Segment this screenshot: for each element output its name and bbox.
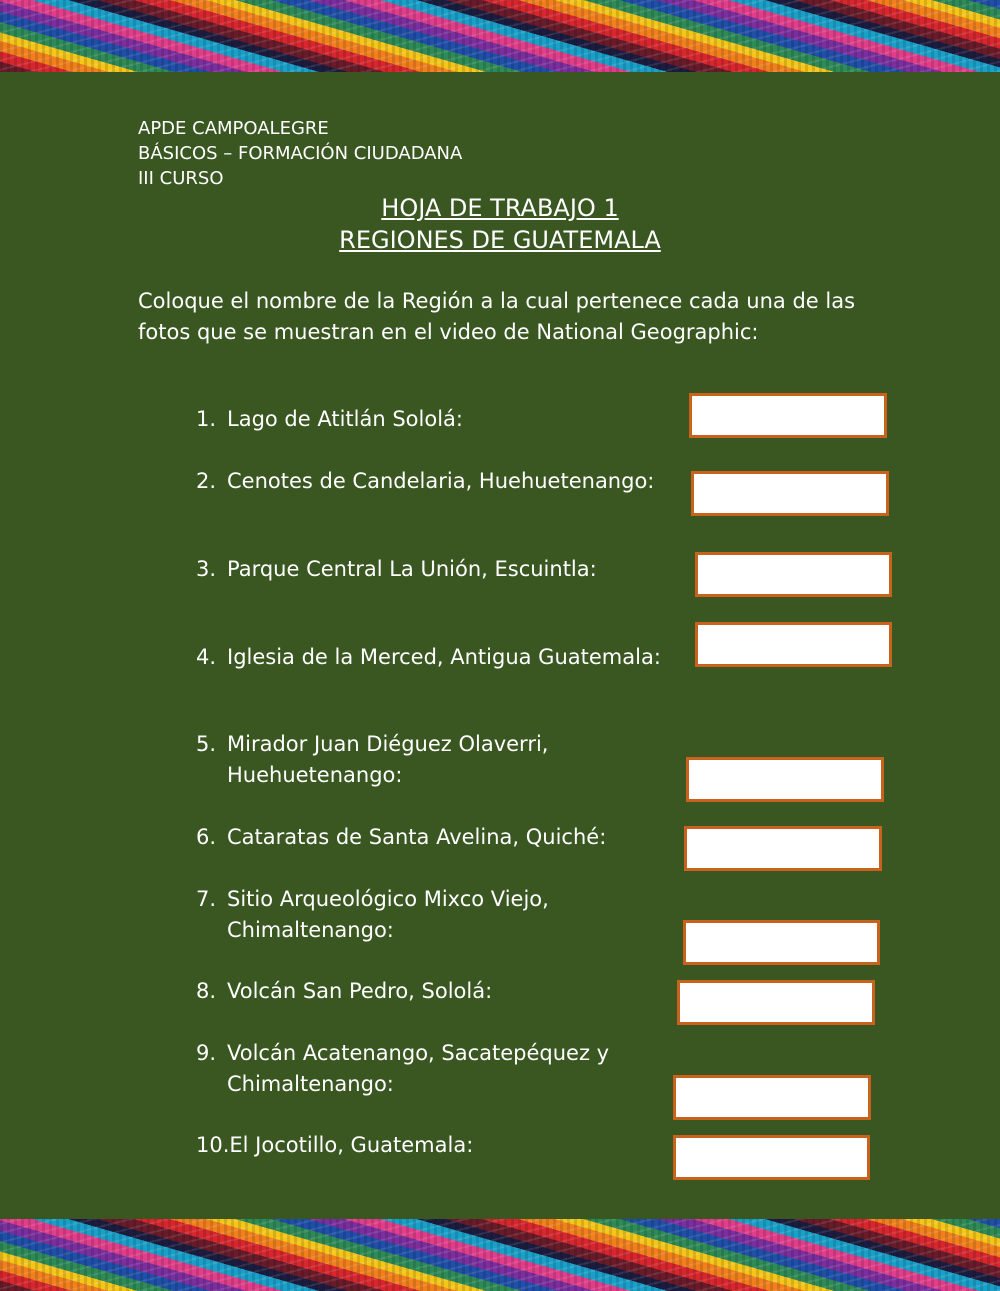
answer-box-5[interactable] — [686, 757, 884, 802]
question-number: 7. — [196, 887, 217, 911]
answer-box-6[interactable] — [684, 826, 882, 871]
answer-box-2[interactable] — [691, 471, 889, 516]
question-number: 6. — [196, 825, 217, 849]
question-text: Parque Central La Unión, Escuintla: — [227, 557, 597, 581]
question-item-9 — [196, 1038, 609, 1100]
question-text: Cataratas de Santa Avelina, Quiché: — [227, 825, 607, 849]
answer-box-4[interactable] — [695, 622, 892, 667]
question-item-10 — [196, 1130, 473, 1161]
school-name: APDE CAMPOALEGRE — [138, 118, 329, 139]
question-text: El Jocotillo, Guatemala: — [229, 1133, 474, 1157]
question-text: Mirador Juan Diéguez Olaverri, — [227, 732, 549, 756]
question-text: Lago de Atitlán Sololá: — [227, 407, 463, 431]
answer-box-7[interactable] — [683, 920, 880, 965]
question-number: 4. — [196, 645, 217, 669]
school-header — [138, 116, 462, 191]
question-text: Volcán Acatenango, Sacatepéquez y — [227, 1041, 610, 1065]
question-number: 9. — [196, 1041, 217, 1065]
question-item-4 — [196, 642, 661, 673]
instructions: Coloque el nombre de la Región a la cual pertenece cada una de las fotos que se muestran en el video de National Geographic: — [138, 289, 856, 344]
question-number: 3. — [196, 557, 217, 581]
question-number: 10. — [196, 1133, 230, 1157]
course-grade: III CURSO — [138, 168, 224, 189]
worksheet-title — [0, 192, 1000, 256]
answer-box-1[interactable] — [689, 393, 887, 438]
woven-textile-border-bottom — [0, 1219, 1000, 1291]
question-number: 1. — [196, 407, 217, 431]
answer-box-9[interactable] — [673, 1075, 871, 1120]
question-number: 2. — [196, 469, 217, 493]
question-text-continued: Chimaltenango: — [227, 918, 394, 942]
worksheet-title-line1: HOJA DE TRABAJO 1 — [381, 194, 619, 222]
question-text-continued: Huehuetenango: — [227, 763, 403, 787]
answer-box-3[interactable] — [695, 552, 892, 597]
question-item-2 — [196, 466, 654, 497]
answer-box-10[interactable] — [673, 1135, 870, 1180]
question-text: Sitio Arqueológico Mixco Viejo, — [227, 887, 549, 911]
question-number: 8. — [196, 979, 217, 1003]
answer-box-8[interactable] — [677, 980, 875, 1025]
question-item-8 — [196, 976, 492, 1007]
question-number: 5. — [196, 732, 217, 756]
question-item-1 — [196, 404, 463, 435]
question-item-7 — [196, 884, 549, 946]
course-level: BÁSICOS – FORMACIÓN CIUDADANA — [138, 143, 463, 164]
question-text: Volcán San Pedro, Sololá: — [227, 979, 493, 1003]
question-item-3 — [196, 554, 597, 585]
question-text: Iglesia de la Merced, Antigua Guatemala: — [227, 645, 661, 669]
question-text: Cenotes de Candelaria, Huehuetenango: — [227, 469, 655, 493]
question-text-continued: Chimaltenango: — [227, 1072, 394, 1096]
question-item-5 — [196, 729, 548, 791]
worksheet-title-line2: REGIONES DE GUATEMALA — [339, 226, 661, 254]
woven-textile-border-top — [0, 0, 1000, 72]
question-item-6 — [196, 822, 606, 853]
